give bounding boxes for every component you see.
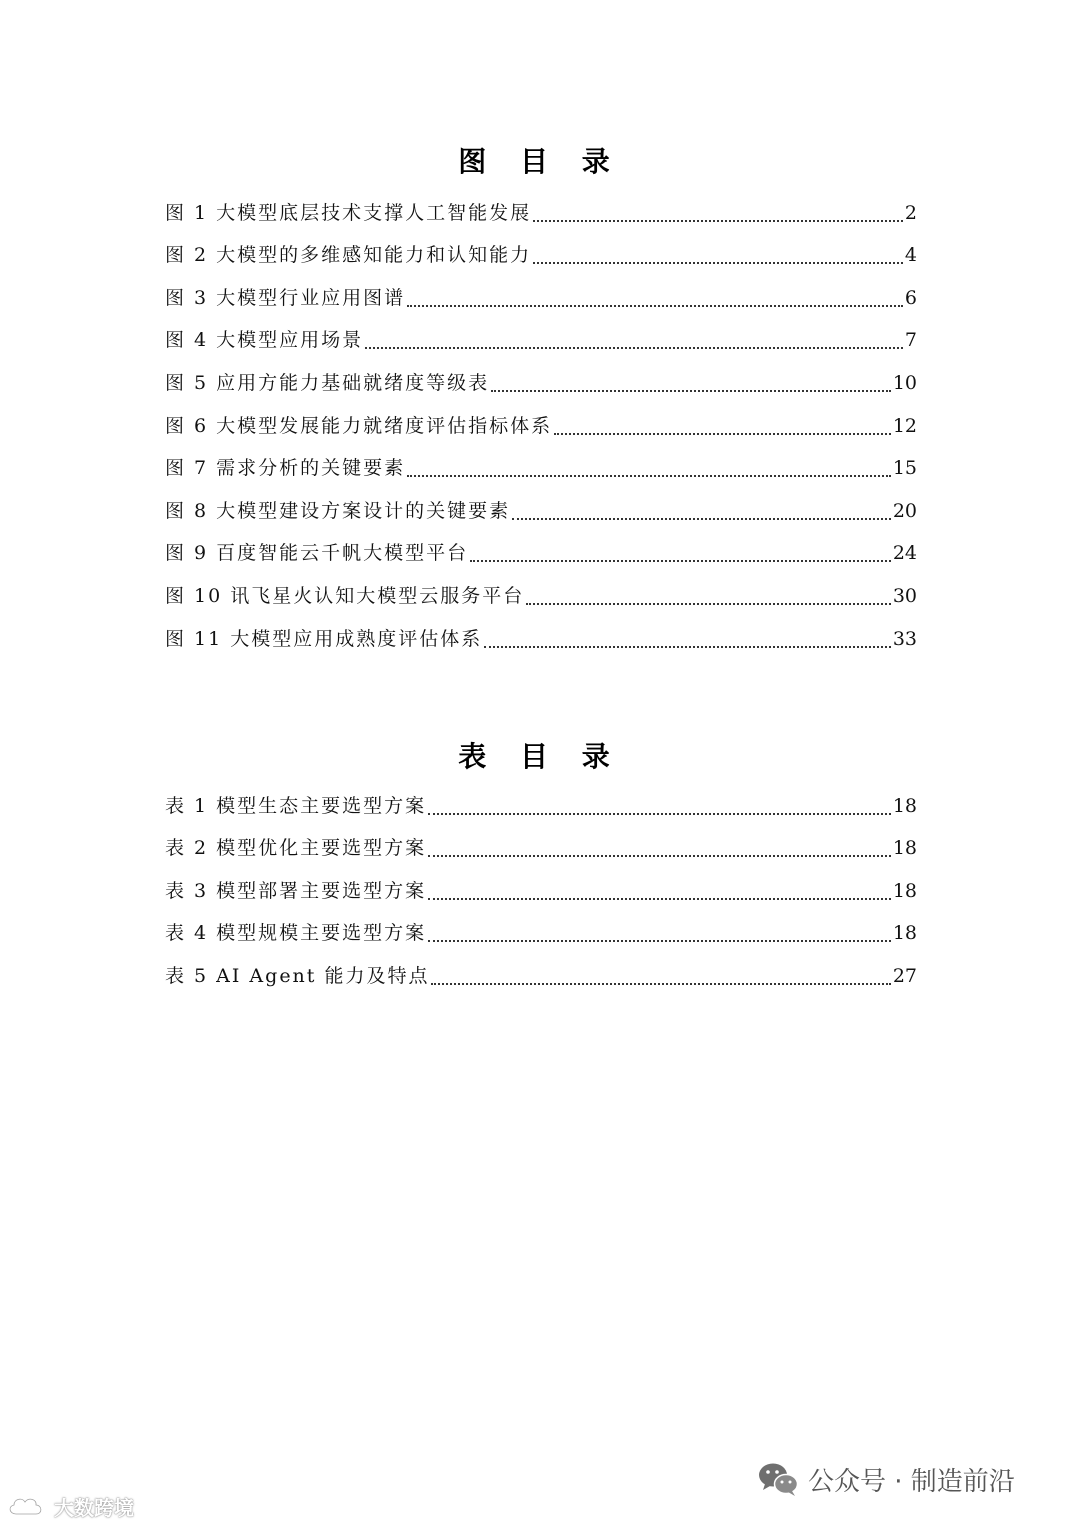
toc-entry-label: 图 9 百度智能云千帆大模型平台: [165, 542, 469, 565]
toc-leader-dots: [407, 467, 891, 477]
cloud-logo-icon: [6, 1494, 50, 1520]
toc-entry-page: 18: [892, 879, 917, 902]
toc-entry-page: 33: [892, 627, 917, 650]
toc-entry-page: 20: [892, 499, 917, 522]
toc-entry-label: 表 5 AI Agent 能力及特点: [165, 964, 430, 987]
toc-entry-page: 24: [892, 542, 917, 565]
toc-entry-page: 18: [892, 794, 917, 817]
toc-entry[interactable]: [165, 868, 917, 911]
toc-leader-dots: [484, 638, 891, 648]
toc-entry-label: 表 2 模型优化主要选型方案: [165, 837, 427, 860]
toc-leader-dots: [526, 595, 891, 605]
toc-entry-label: 图 11 大模型应用成熟度评估体系: [165, 627, 483, 650]
toc-entry-label: 表 1 模型生态主要选型方案: [165, 794, 427, 817]
toc-entry[interactable]: [165, 953, 917, 996]
toc-entry-label: 表 3 模型部署主要选型方案: [165, 879, 427, 902]
toc-entry[interactable]: [165, 275, 917, 318]
toc-entry-label: 图 7 需求分析的关键要素: [165, 457, 406, 480]
toc-leader-dots: [428, 932, 891, 942]
figure-list: [165, 190, 917, 659]
toc-entry-page: 4: [904, 244, 917, 267]
toc-entry-page: 2: [904, 201, 917, 224]
toc-leader-dots: [491, 382, 891, 392]
toc-entry[interactable]: [165, 826, 917, 869]
toc-leader-dots: [365, 339, 903, 349]
toc-entry[interactable]: [165, 403, 917, 446]
toc-leader-dots: [533, 254, 903, 264]
toc-leader-dots: [428, 847, 891, 857]
toc-entry[interactable]: [165, 360, 917, 403]
toc-entry[interactable]: [165, 446, 917, 489]
toc-entry[interactable]: [165, 190, 917, 233]
toc-leader-dots: [554, 425, 891, 435]
toc-entry-label: 图 2 大模型的多维感知能力和认知能力: [165, 244, 532, 267]
watermark-left-text: 大数跨境: [54, 1496, 134, 1520]
toc-leader-dots: [431, 975, 890, 985]
toc-entry-label: 图 10 讯飞星火认知大模型云服务平台: [165, 584, 525, 607]
toc-entry[interactable]: [165, 531, 917, 574]
toc-entry-page: 18: [892, 922, 917, 945]
toc-entry-page: 10: [892, 371, 917, 394]
toc-entry-page: 27: [892, 964, 917, 987]
toc-leader-dots: [470, 552, 891, 562]
toc-entry[interactable]: [165, 573, 917, 616]
toc-entry[interactable]: [165, 318, 917, 361]
toc-entry-page: 15: [892, 457, 917, 480]
toc-entry[interactable]: [165, 783, 917, 826]
table-list-title: 表 目 录: [458, 740, 622, 773]
toc-entry-label: 图 1 大模型底层技术支撑人工智能发展: [165, 201, 532, 224]
toc-entry-label: 图 4 大模型应用场景: [165, 329, 364, 352]
watermark-right-text: 公众号 · 制造前沿: [808, 1466, 1015, 1497]
toc-leader-dots: [533, 212, 903, 222]
toc-entry[interactable]: [165, 911, 917, 954]
toc-leader-dots: [428, 890, 891, 900]
toc-entry-label: 图 5 应用方能力基础就绪度等级表: [165, 371, 490, 394]
toc-entry[interactable]: [165, 488, 917, 531]
toc-entry-page: 7: [904, 329, 917, 352]
toc-leader-dots: [512, 510, 891, 520]
toc-entry-label: 图 6 大模型发展能力就绪度评估指标体系: [165, 414, 553, 437]
toc-leader-dots: [428, 805, 891, 815]
toc-entry-label: 图 8 大模型建设方案设计的关键要素: [165, 499, 511, 522]
toc-leader-dots: [407, 297, 903, 307]
toc-entry-page: 18: [892, 837, 917, 860]
table-list: [165, 783, 917, 996]
toc-entry-page: 6: [904, 286, 917, 309]
watermark-left: [6, 1492, 134, 1521]
figure-list-title: 图 目 录: [458, 145, 622, 178]
toc-entry-label: 图 3 大模型行业应用图谱: [165, 286, 406, 309]
toc-entry-label: 表 4 模型规模主要选型方案: [165, 922, 427, 945]
toc-entry-page: 30: [892, 584, 917, 607]
watermark-right: [756, 1460, 1015, 1498]
toc-entry-page: 12: [892, 414, 917, 437]
toc-entry[interactable]: [165, 233, 917, 276]
wechat-icon: [756, 1460, 800, 1498]
toc-entry[interactable]: [165, 616, 917, 659]
